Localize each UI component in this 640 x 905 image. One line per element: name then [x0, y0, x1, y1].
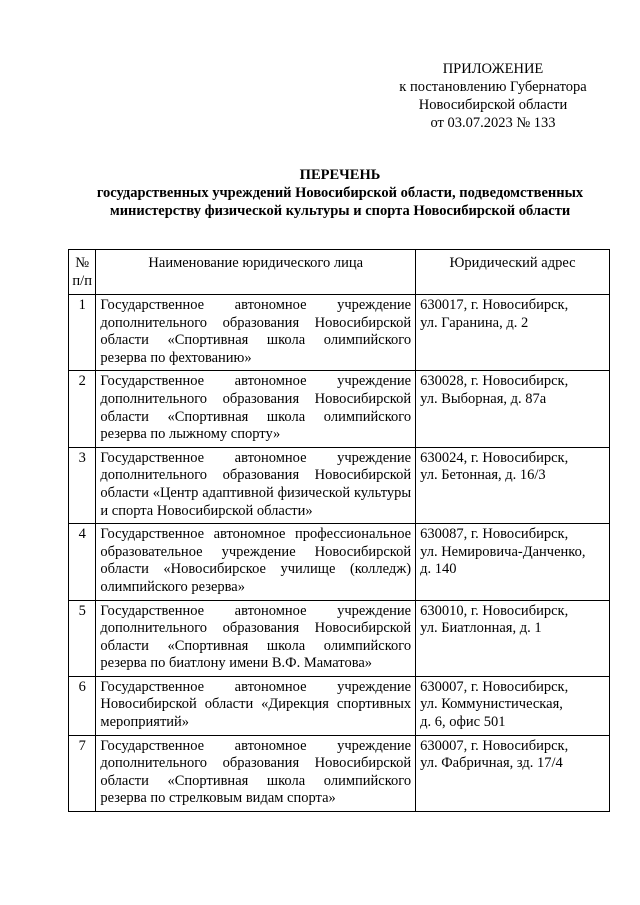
header-number — [69, 250, 96, 295]
address-line: д. 6, офис 501 — [420, 714, 506, 731]
address-line: ул. Немировича-Данченко, — [420, 543, 586, 560]
address-line: ул. Выборная, д. 87а — [420, 390, 547, 407]
row-number: 1 — [69, 295, 96, 371]
appendix-block — [380, 60, 606, 132]
row-number: 2 — [69, 371, 96, 447]
address-line: 630007, г. Новосибирск, — [420, 737, 569, 754]
row-address — [416, 600, 610, 676]
address-line: 630028, г. Новосибирск, — [420, 373, 569, 390]
row-name: Государственное автономное профессиональное образовательное учреждение Новосибирской области «Новосибирское училище (колледж) олимпийского резерва» — [96, 524, 416, 600]
row-address — [416, 676, 610, 735]
address-line: ул. Коммунистическая, — [420, 696, 563, 713]
row-name: Государственное автономное учреждение дополнительного образования Новосибирской области «Спортивная школа олимпийского резерва по фехтованию» — [96, 295, 416, 371]
row-number: 6 — [69, 676, 96, 735]
row-address — [416, 447, 610, 523]
appendix-region: Новосибирской области — [418, 97, 568, 113]
title-subtitle-line2: министерству физической культуры и спорта Новосибирской области — [109, 203, 571, 219]
row-name: Государственное автономное учреждение дополнительного образования Новосибирской области «Спортивная школа олимпийского резерва по лыжному спорту» — [96, 371, 416, 447]
row-address — [416, 735, 610, 811]
header-number-line1: № — [75, 255, 90, 271]
header-number-line2: п/п — [72, 272, 92, 289]
table-row — [69, 447, 610, 523]
title-subtitle-line1: государственных учреждений Новосибирской области, подведомственных — [96, 185, 584, 201]
table-row — [69, 735, 610, 811]
title-heading: ПЕРЕЧЕНЬ — [299, 167, 381, 183]
address-line: ул. Бетонная, д. 16/3 — [420, 467, 546, 484]
row-address — [416, 524, 610, 600]
address-line: ул. Биатлонная, д. 1 — [420, 620, 542, 637]
row-address — [416, 371, 610, 447]
row-number: 4 — [69, 524, 96, 600]
row-address — [416, 295, 610, 371]
header-name: Наименование юридического лица — [96, 250, 416, 295]
table-row — [69, 676, 610, 735]
address-line: ул. Гаранина, д. 2 — [420, 314, 529, 331]
appendix-decree: к постановлению Губернатора — [399, 79, 587, 95]
table-row — [69, 524, 610, 600]
table-header-row — [69, 250, 610, 295]
institutions-table — [68, 249, 610, 812]
address-line: 630010, г. Новосибирск, — [420, 602, 569, 619]
address-line: 630024, г. Новосибирск, — [420, 449, 569, 466]
row-number: 5 — [69, 600, 96, 676]
address-line: 630087, г. Новосибирск, — [420, 526, 569, 543]
table-row — [69, 600, 610, 676]
address-line: 630017, г. Новосибирск, — [420, 297, 569, 313]
row-name: Государственное автономное учреждение дополнительного образования Новосибирской области «Спортивная школа олимпийского резерва по стрелковым видам спорта» — [96, 735, 416, 811]
row-number: 3 — [69, 447, 96, 523]
table-row — [69, 295, 610, 371]
appendix-label: ПРИЛОЖЕНИЕ — [442, 61, 544, 77]
row-name: Государственное автономное учреждение Новосибирской области «Дирекция спортивных мероприятий» — [96, 676, 416, 735]
row-name: Государственное автономное учреждение дополнительного образования Новосибирской области «Спортивная школа олимпийского резерва по биатлону имени В.Ф. Маматова» — [96, 600, 416, 676]
row-number: 7 — [69, 735, 96, 811]
document-title — [50, 166, 630, 220]
address-line: ул. Фабричная, зд. 17/4 — [420, 755, 563, 772]
header-address: Юридический адрес — [416, 250, 610, 295]
appendix-date-number: от 03.07.2023 № 133 — [430, 115, 556, 131]
table-row — [69, 371, 610, 447]
address-line: д. 140 — [420, 561, 457, 578]
address-line: 630007, г. Новосибирск, — [420, 678, 569, 695]
row-name: Государственное автономное учреждение дополнительного образования Новосибирской области «Центр адаптивной физической культуры и спорта Новосибирской области» — [96, 447, 416, 523]
